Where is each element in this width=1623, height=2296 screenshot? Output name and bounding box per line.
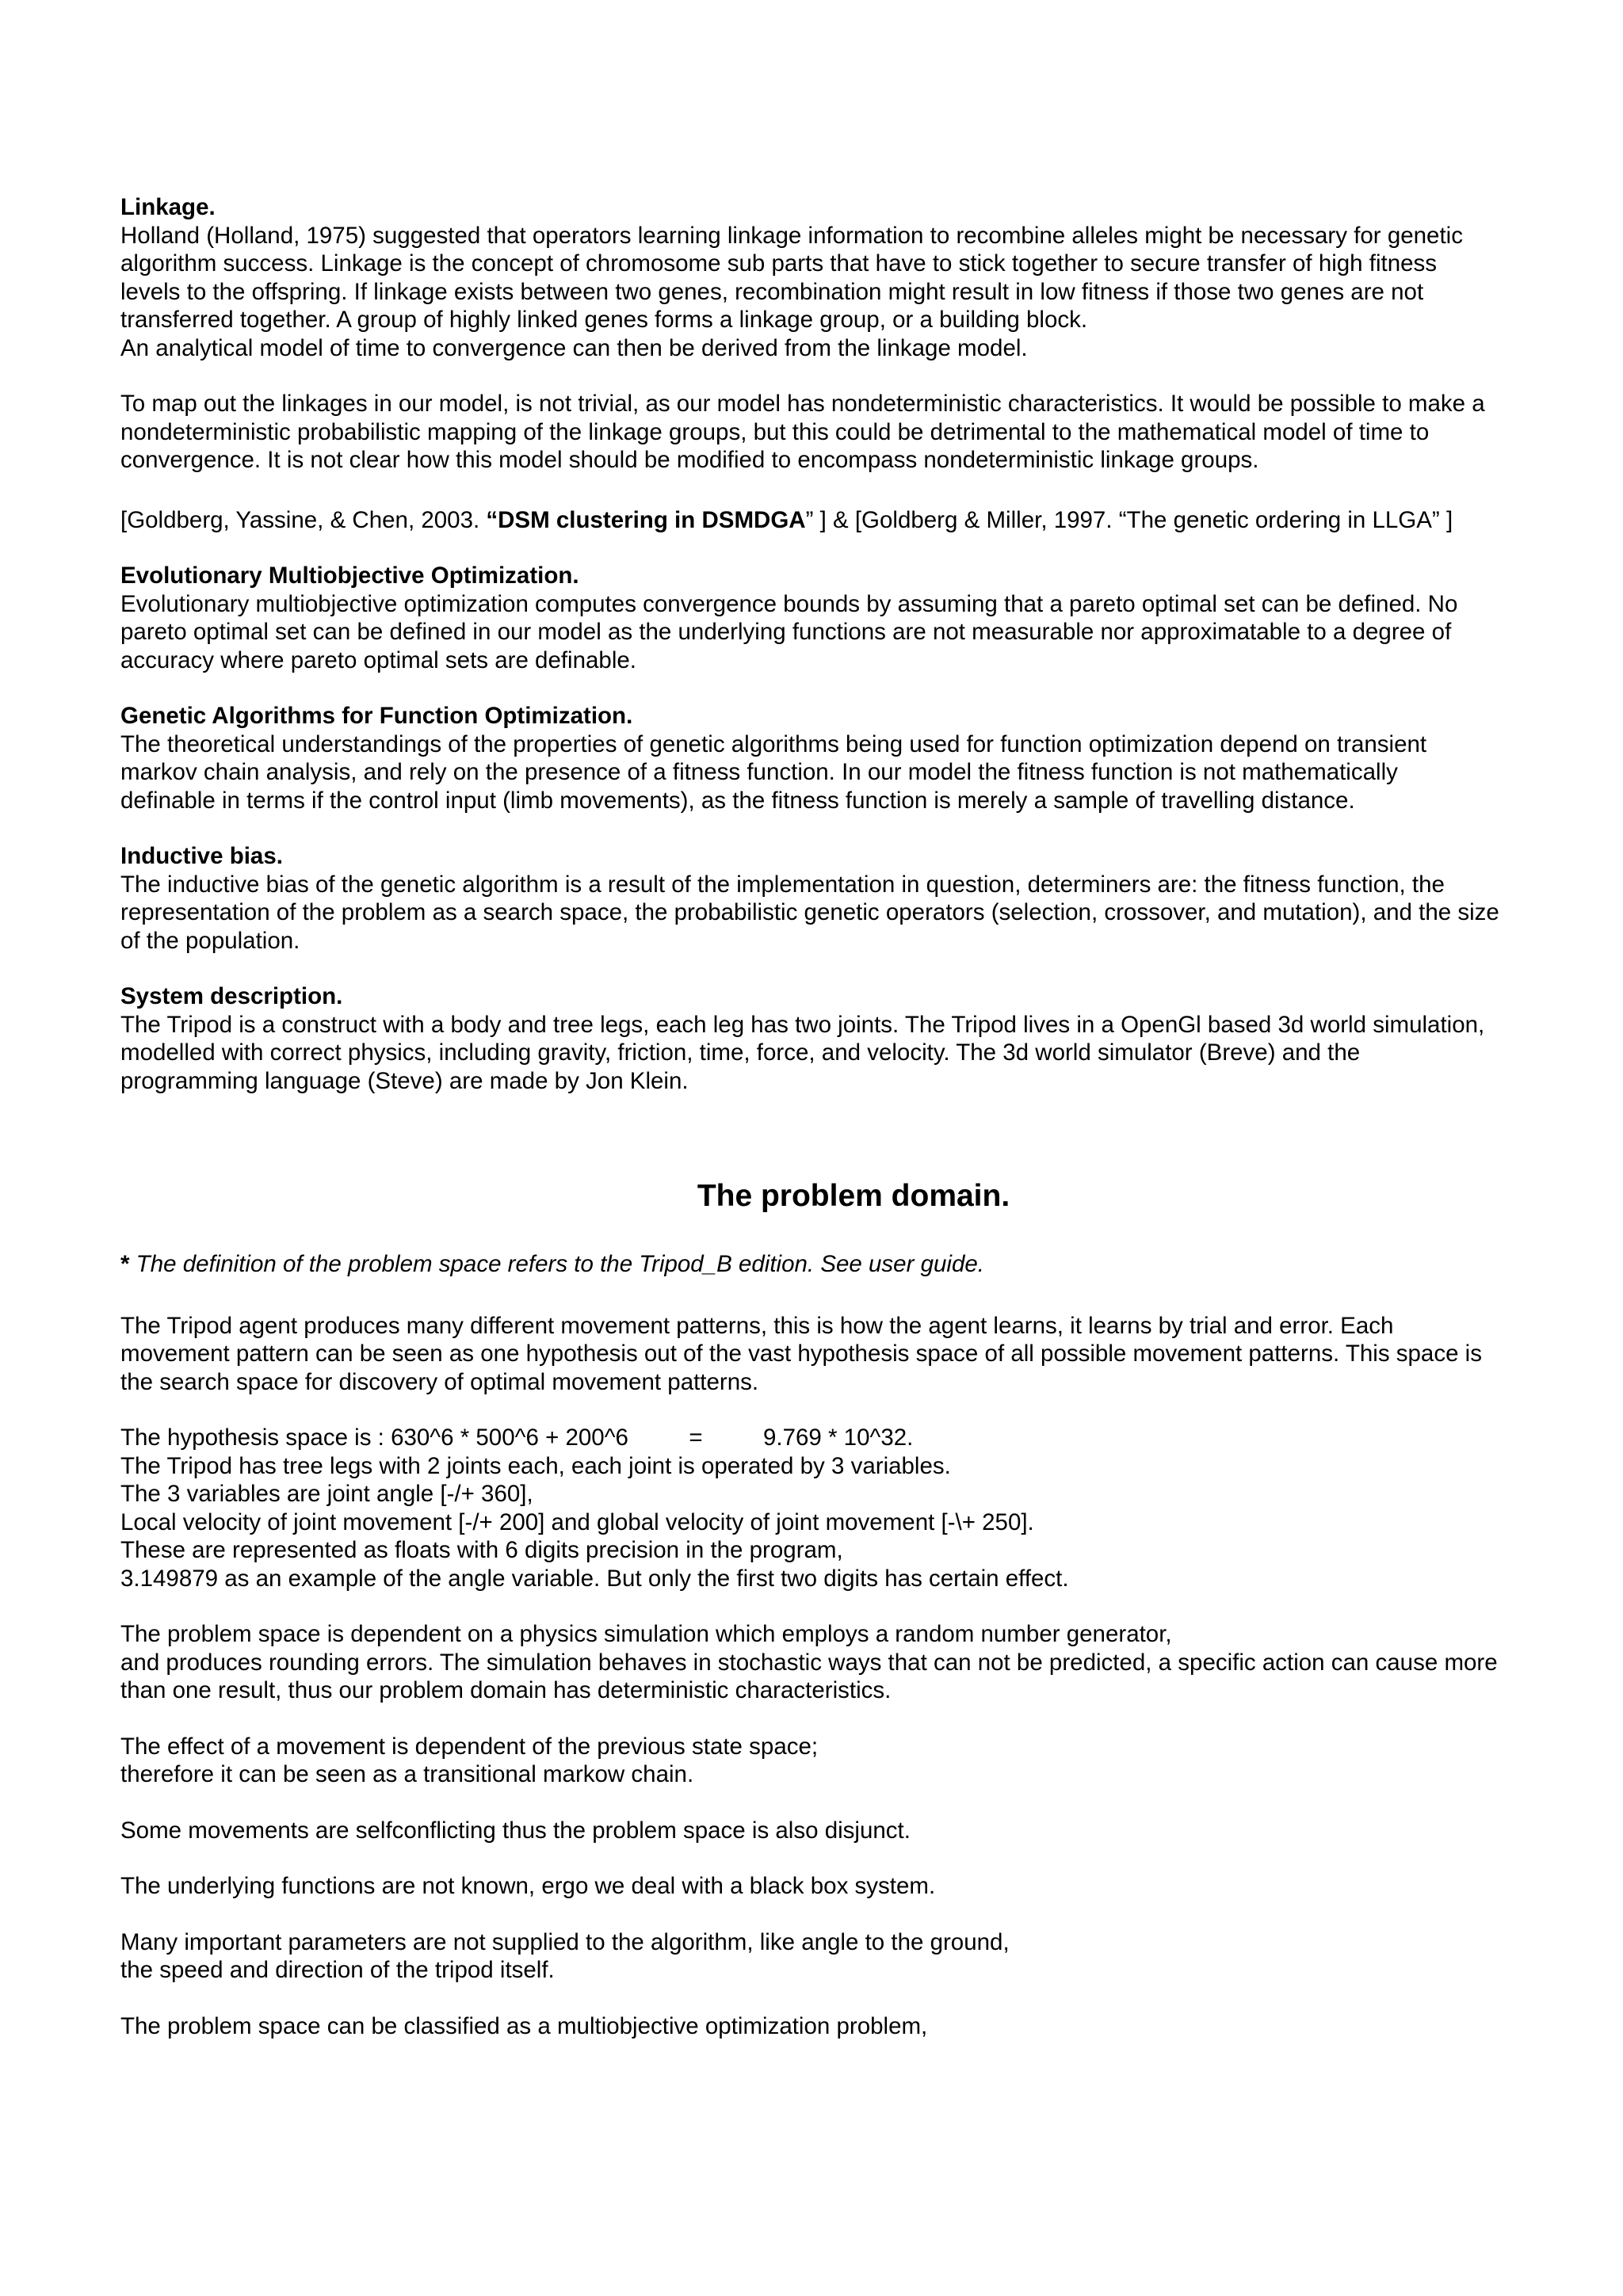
paragraph-line: markov chain analysis, and rely on the presence of a fitness function. In our model the fitness function is not mathematically xyxy=(120,759,1398,785)
paragraph-line: The effect of a movement is dependent of the previous state space; xyxy=(120,1733,819,1760)
paragraph-line: The problem space is dependent on a physics simulation which employs a random number generator, xyxy=(120,1621,1172,1647)
paragraph-line: representation of the problem as a search space, the probabilistic genetic operators (selection, crossover, and mutation), and the size xyxy=(120,899,1499,925)
paragraph-line: An analytical model of time to convergence can then be derived from the linkage model. xyxy=(120,334,1028,361)
paragraph-line: The Tripod has tree legs with 2 joints each, each joint is operated by 3 variables. xyxy=(120,1452,951,1479)
paragraph-line: Many important parameters are not supplied to the algorithm, like angle to the ground, xyxy=(120,1928,1010,1955)
hypothesis-label: The hypothesis space is : 630^6 * 500^6 + 200^6 xyxy=(120,1425,628,1451)
section-heading-linkage: Linkage. xyxy=(120,194,216,220)
paragraph-line: programming language (Steve) are made by Jon Klein. xyxy=(120,1067,689,1094)
note-asterisk: * xyxy=(120,1251,130,1277)
citation-line xyxy=(120,506,1587,535)
citation-text: [Goldberg, Yassine, & Chen, 2003. xyxy=(120,506,487,533)
paragraph-line: movement pattern can be seen as one hypothesis out of the vast hypothesis space of all possible movement patterns. This space is xyxy=(120,1341,1482,1367)
paragraph-line: The problem space can be classified as a multiobjective optimization problem, xyxy=(120,2012,928,2039)
paragraph-line: Local velocity of joint movement [-/+ 200] and global velocity of joint movement [-\+ 250]. xyxy=(120,1508,1034,1535)
note-line xyxy=(120,1250,1587,1279)
hypothesis-value: 9.769 * 10^32. xyxy=(762,1425,914,1451)
hypothesis-equals: = xyxy=(689,1425,703,1451)
paragraph-line: 3.149879 as an example of the angle variable. But only the first two digits has certain effect. xyxy=(120,1565,1069,1592)
paragraph-line: convergence. It is not clear how this model should be modified to encompass nondeterministic linkage groups. xyxy=(120,447,1259,473)
document-page xyxy=(120,193,1587,2040)
section-heading-bias: Inductive bias. xyxy=(120,843,283,869)
paragraph-line: The Tripod is a construct with a body and tree legs, each leg has two joints. The Tripod lives in a OpenGl based 3d world simulation, xyxy=(120,1011,1485,1038)
paragraph-line: nondeterministic probabilistic mapping of the linkage groups, but this could be detrimental to the mathematical model of time to xyxy=(120,418,1430,445)
paragraph-line: definable in terms if the control input (limb movements), as the fitness function is merely a sample of travelling distance. xyxy=(120,787,1355,814)
paragraph-line: Some movements are selfconflicting thus the problem space is also disjunct. xyxy=(120,1817,911,1844)
paragraph-line: The underlying functions are not known, ergo we deal with a black box system. xyxy=(120,1873,936,1899)
paragraph-line: The Tripod agent produces many different movement patterns, this is how the agent learns, it learns by trial and error. Each xyxy=(120,1312,1394,1339)
paragraph-line: algorithm success. Linkage is the concept of chromosome sub parts that have to stick together to secure transfer of high fitness xyxy=(120,250,1438,277)
paragraph-line: pareto optimal set can be defined in our model as the underlying functions are not measurable nor approximatable to a degree of xyxy=(120,619,1452,645)
hypothesis-line xyxy=(120,1424,1587,1452)
paragraph-line: The inductive bias of the genetic algorithm is a result of the implementation in question, determiners are: the fitness function, the xyxy=(120,871,1445,898)
paragraph-line: Evolutionary multiobjective optimization computes convergence bounds by assuming that a pareto optimal set can be defined. No xyxy=(120,590,1458,617)
paragraph-line: of the population. xyxy=(120,927,300,954)
paragraph-line: transferred together. A group of highly linked genes forms a linkage group, or a building block. xyxy=(120,307,1088,333)
note-text: The definition of the problem space refers to the Tripod_B edition. See user guide. xyxy=(129,1251,984,1277)
citation-text: ” ] & [Goldberg & Miller, 1997. “The genetic ordering in LLGA” ] xyxy=(805,506,1453,533)
paragraph-line: therefore it can be seen as a transitional markow chain. xyxy=(120,1761,694,1787)
paragraph-line: and produces rounding errors. The simulation behaves in stochastic ways that can not be predicted, a specific action can cause more xyxy=(120,1649,1498,1676)
paragraph-line: These are represented as floats with 6 digits precision in the program, xyxy=(120,1537,843,1563)
section-heading-emo: Evolutionary Multiobjective Optimization. xyxy=(120,563,579,589)
paragraph-line: levels to the offspring. If linkage exists between two genes, recombination might result in low fitness if those two genes are not xyxy=(120,278,1424,305)
paragraph-line: the search space for discovery of optimal movement patterns. xyxy=(120,1368,759,1395)
paragraph-line: accuracy where pareto optimal sets are definable. xyxy=(120,646,636,673)
chapter-title: The problem domain. xyxy=(697,1179,1010,1213)
paragraph-line: modelled with correct physics, including gravity, friction, time, force, and velocity. The 3d world simulator (Breve) and the xyxy=(120,1039,1361,1066)
paragraph-line: The 3 variables are joint angle [-/+ 360], xyxy=(120,1481,533,1507)
paragraph-line: than one result, thus our problem domain has deterministic characteristics. xyxy=(120,1677,892,1703)
citation-bold-title: “DSM clustering in DSMDGA xyxy=(486,506,806,533)
paragraph-line: The theoretical understandings of the properties of genetic algorithms being used for function optimization depend on transient xyxy=(120,730,1427,757)
paragraph-line: Holland (Holland, 1975) suggested that operators learning linkage information to recombine alleles might be necessary for genetic xyxy=(120,222,1463,249)
section-heading-system: System description. xyxy=(120,983,343,1009)
section-heading-gafo: Genetic Algorithms for Function Optimization. xyxy=(120,703,633,729)
paragraph-line: To map out the linkages in our model, is not trivial, as our model has nondeterministic characteristics. It would be possible to make a xyxy=(120,391,1485,417)
paragraph-line: the speed and direction of the tripod itself. xyxy=(120,1957,555,1983)
